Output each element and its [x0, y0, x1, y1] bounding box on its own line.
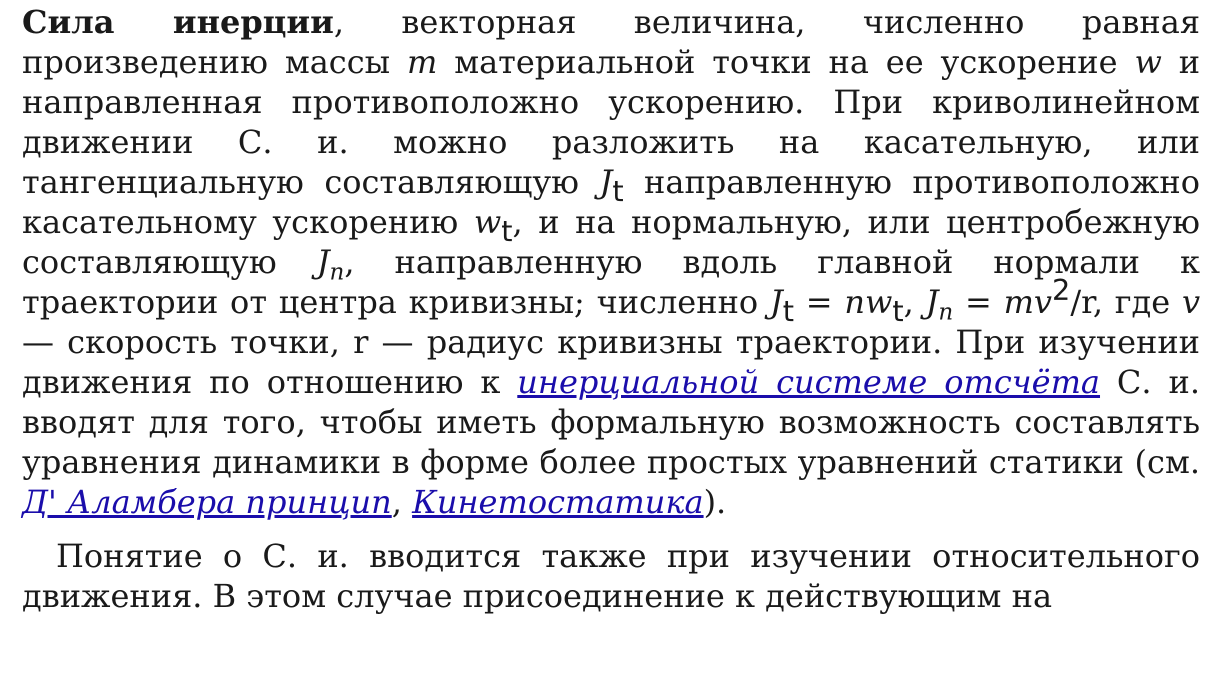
text-segment: /r, где	[1070, 283, 1182, 321]
subscript-t: t	[782, 294, 795, 329]
variable-j-tangential: J	[769, 283, 783, 321]
text-segment: ).	[703, 483, 727, 521]
variable-j-normal: J	[925, 283, 939, 321]
link-dalembert-principle[interactable]: Д' Аламбера принцип	[22, 483, 392, 521]
variable-v: v	[1181, 283, 1201, 321]
text-segment: , векторная величина, численно равная произведению массы	[22, 3, 1201, 81]
text-segment: , и на нормальную, или центробежную составляющую	[22, 203, 1201, 281]
link-inertial-frame[interactable]: инерциальной системе отсчёта	[517, 363, 1101, 401]
subscript-t: t	[892, 294, 904, 329]
text-segment: ,	[391, 483, 413, 521]
paragraph-relative-motion: Понятие о С. и. вводится также при изучении относительного движения. В этом случае присоединение к действующим на	[22, 537, 1200, 615]
text-segment: и направленная противоположно ускорению. При криволинейном движении С. и. можно разложить на касательную, или тангенциальную составляющую	[22, 43, 1201, 201]
text-segment: , направленную вдоль главной нормали к траектории от центра кривизны; численно	[22, 243, 1201, 321]
subscript-t: t	[501, 214, 513, 249]
subscript-n: n	[329, 259, 345, 286]
text-segment: материальной точки на ее ускорение	[437, 43, 1135, 81]
variable-j-tangential: J	[599, 163, 613, 201]
text-segment: направленную противоположно касательному ускорению	[22, 163, 1201, 241]
subscript-t: t	[612, 174, 624, 209]
variable-nw: nw	[844, 283, 893, 321]
text-segment: ,	[903, 283, 926, 321]
term-heading: Сила инерции	[22, 3, 334, 41]
text-segment: =	[794, 283, 845, 321]
variable-w-tangential: w	[473, 203, 502, 241]
text-segment: =	[953, 283, 1004, 321]
link-kinetostatics[interactable]: Кинетостатика	[412, 483, 704, 521]
text-segment: — скорость точки, r — радиус кривизны траектории. При изучении движения по отношению к	[22, 323, 1200, 401]
subscript-n: n	[938, 299, 954, 326]
variable-j-normal: J	[316, 243, 330, 281]
variable-mv: mv	[1003, 283, 1052, 321]
article-body	[22, 2, 1200, 616]
variable-w: w	[1134, 43, 1162, 81]
superscript-2: 2	[1051, 273, 1071, 308]
paragraph-definition	[22, 2, 1200, 522]
text-segment: С. и. вводят для того, чтобы иметь формальную возможность составлять уравнения динамики в форме более простых уравнений статики (см.	[22, 363, 1201, 481]
variable-m: т	[406, 43, 438, 81]
